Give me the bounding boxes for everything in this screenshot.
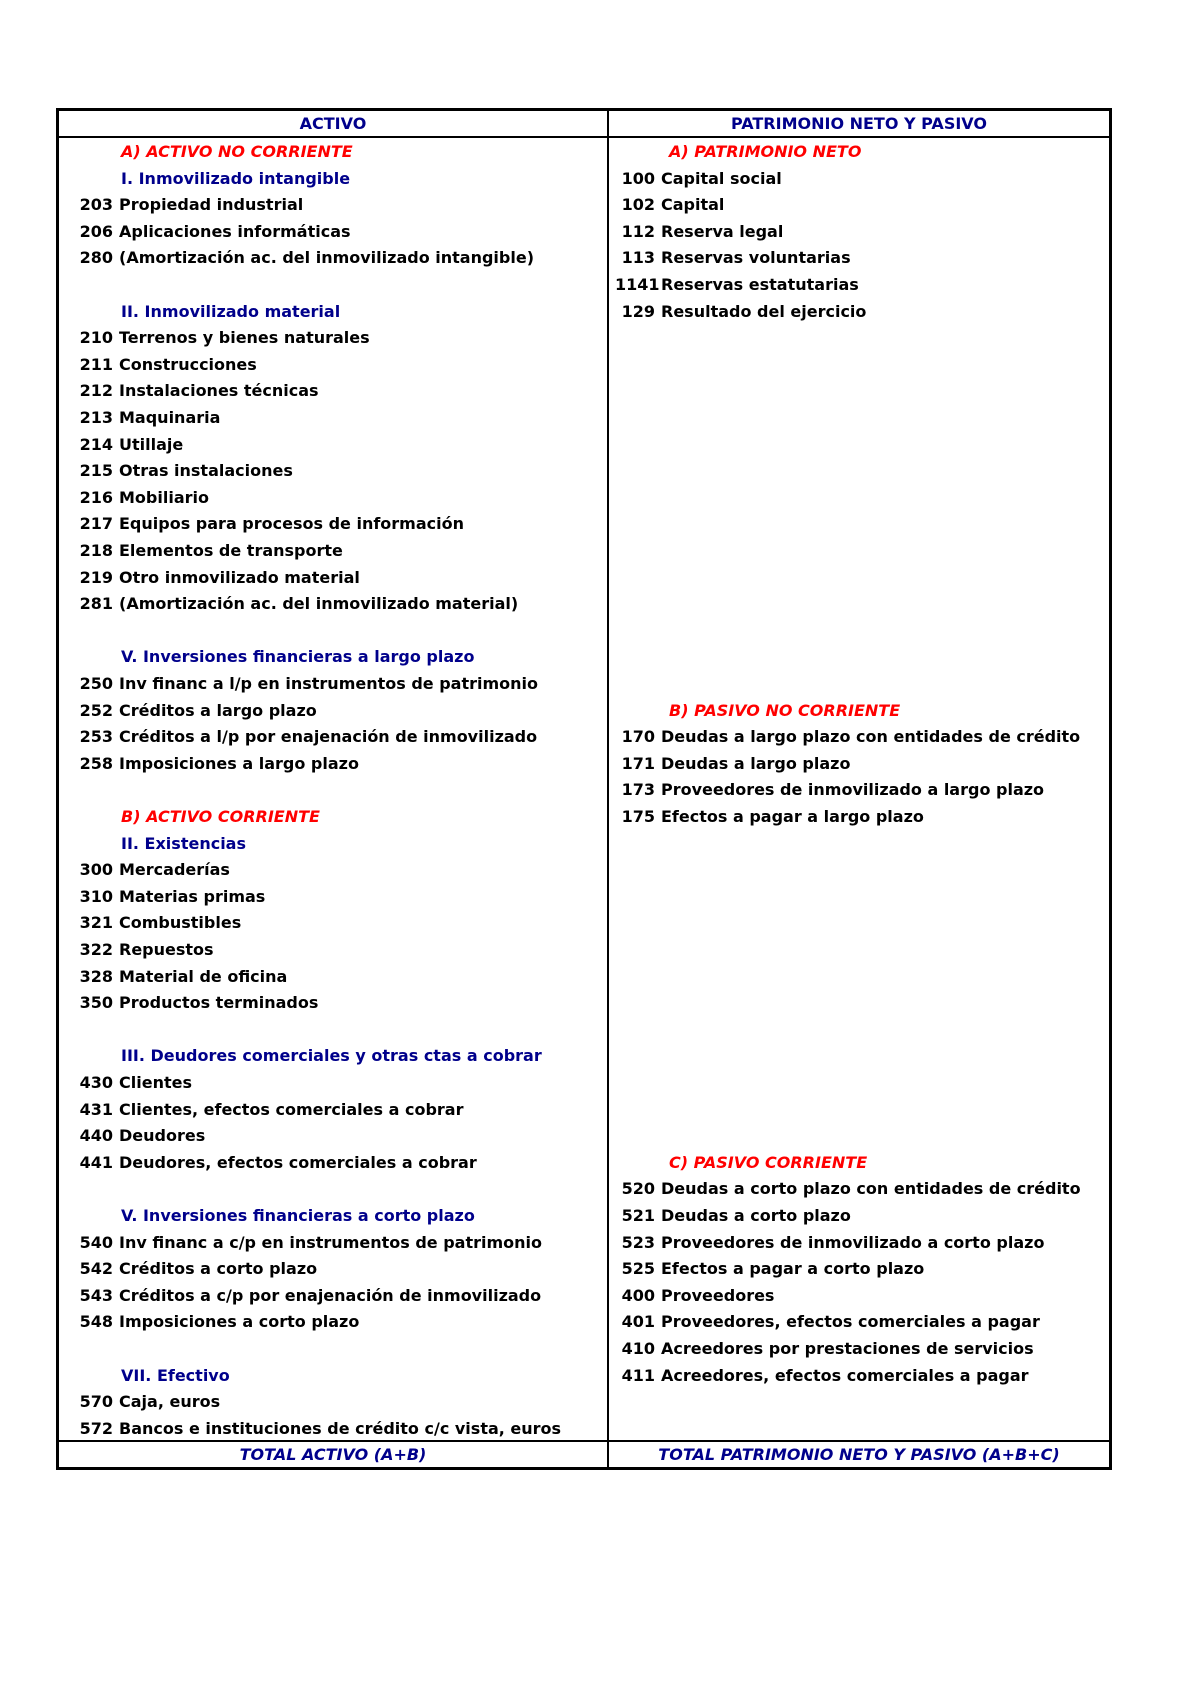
account-name: Reservas voluntarias	[661, 248, 851, 267]
account-row	[77, 724, 537, 750]
group-efectivo: VII. Efectivo	[121, 1366, 230, 1385]
account-name: Capital	[661, 195, 725, 214]
account-name: Mercaderías	[119, 860, 230, 879]
account-name: Otro inmovilizado material	[119, 568, 360, 587]
account-name: Efectos a pagar a corto plazo	[661, 1259, 925, 1278]
account-name: Capital social	[661, 169, 782, 188]
account-name: Repuestos	[119, 940, 214, 959]
section-pasivo-corriente: C) PASIVO CORRIENTE	[669, 1153, 868, 1172]
group-inversiones-cp: V. Inversiones financieras a corto plazo	[121, 1206, 475, 1225]
account-row	[77, 698, 317, 724]
account-code: 281	[79, 594, 113, 613]
account-code: 258	[79, 754, 113, 773]
account-code: 171	[621, 754, 655, 773]
account-name: Materias primas	[119, 887, 266, 906]
account-code: 400	[621, 1286, 655, 1305]
account-code: 543	[79, 1286, 113, 1305]
account-code: 322	[79, 940, 113, 959]
account-code: 441	[79, 1153, 113, 1172]
account-code: 102	[621, 195, 655, 214]
account-name: Mobiliario	[119, 488, 209, 507]
account-row	[77, 565, 360, 591]
account-name: Construcciones	[119, 355, 257, 374]
account-code: 411	[621, 1366, 655, 1385]
account-code: 211	[79, 355, 113, 374]
account-row	[615, 1256, 924, 1282]
account-row	[77, 219, 351, 245]
account-code: 548	[79, 1312, 113, 1331]
account-row	[615, 777, 1044, 803]
account-name: Aplicaciones informáticas	[119, 222, 351, 241]
account-row	[77, 671, 538, 697]
account-code: 213	[79, 408, 113, 427]
account-name: Utillaje	[119, 435, 184, 454]
account-row	[77, 751, 359, 777]
account-name: Créditos a l/p por enajenación de inmovilizado	[119, 727, 538, 746]
account-name: Deudas a corto plazo con entidades de crédito	[661, 1179, 1081, 1198]
account-name: Efectos a pagar a largo plazo	[661, 807, 924, 826]
account-code: 521	[621, 1206, 655, 1225]
account-row	[77, 1256, 317, 1282]
account-code: 253	[79, 727, 113, 746]
account-name: Equipos para procesos de información	[119, 514, 464, 533]
account-code: 280	[79, 248, 113, 267]
account-code: 170	[621, 727, 655, 746]
account-row	[615, 751, 850, 777]
account-row	[615, 804, 924, 830]
account-code: 100	[621, 169, 655, 188]
account-name: Créditos a largo plazo	[119, 701, 317, 720]
account-name: Elementos de transporte	[119, 541, 343, 560]
account-name: Clientes	[119, 1073, 192, 1092]
group-inmovilizado-intangible: I. Inmovilizado intangible	[121, 169, 351, 188]
account-row	[77, 591, 518, 617]
account-row	[77, 378, 319, 404]
account-row	[77, 458, 293, 484]
account-name: Créditos a c/p por enajenación de inmovilizado	[119, 1286, 542, 1305]
account-row	[615, 299, 866, 325]
account-name: Proveedores de inmovilizado a corto plazo	[661, 1233, 1045, 1252]
account-row	[77, 884, 265, 910]
account-row	[77, 245, 534, 271]
account-row	[77, 1309, 359, 1335]
account-row	[77, 1416, 561, 1442]
account-row	[77, 990, 318, 1016]
account-name: Instalaciones técnicas	[119, 381, 319, 400]
account-code: 218	[79, 541, 113, 560]
section-activo-no-corriente: A) ACTIVO NO CORRIENTE	[121, 142, 353, 161]
header-rule	[59, 136, 1109, 138]
account-row	[615, 1283, 774, 1309]
account-name: Deudores	[119, 1126, 206, 1145]
account-row	[77, 192, 303, 218]
account-name: Maquinaria	[119, 408, 221, 427]
account-name: Terrenos y bienes naturales	[119, 328, 370, 347]
account-name: Material de oficina	[119, 967, 288, 986]
account-code: 203	[79, 195, 113, 214]
account-name: Caja, euros	[119, 1392, 221, 1411]
account-row	[615, 1309, 1040, 1335]
account-code: 113	[621, 248, 655, 267]
account-name: Proveedores	[661, 1286, 775, 1305]
account-code: 300	[79, 860, 113, 879]
account-name: Resultado del ejercicio	[661, 302, 867, 321]
account-name: Inv financ a c/p en instrumentos de patrimonio	[119, 1233, 543, 1252]
account-name: Propiedad industrial	[119, 195, 304, 214]
account-name: (Amortización ac. del inmovilizado intangible)	[119, 248, 534, 267]
account-name: Clientes, efectos comerciales a cobrar	[119, 1100, 464, 1119]
account-code: 520	[621, 1179, 655, 1198]
account-name: Productos terminados	[119, 993, 319, 1012]
account-name: Proveedores, efectos comerciales a pagar	[661, 1312, 1040, 1331]
account-code: 525	[621, 1259, 655, 1278]
account-row	[615, 1363, 1029, 1389]
account-code: 440	[79, 1126, 113, 1145]
account-row	[77, 538, 343, 564]
account-row	[77, 1123, 205, 1149]
account-name: Bancos e instituciones de crédito c/c vista, euros	[119, 1419, 562, 1438]
account-code: 410	[621, 1339, 655, 1358]
balance-sheet-table	[56, 108, 1112, 1470]
account-code: 250	[79, 674, 113, 693]
account-row	[77, 511, 464, 537]
account-name: Combustibles	[119, 913, 242, 932]
account-code: 112	[621, 222, 655, 241]
account-name: Deudas a largo plazo con entidades de crédito	[661, 727, 1081, 746]
account-name: Deudas a largo plazo	[661, 754, 851, 773]
account-code: 252	[79, 701, 113, 720]
activo-header: ACTIVO	[299, 114, 367, 133]
account-code: 321	[79, 913, 113, 932]
account-code: 129	[621, 302, 655, 321]
account-row	[615, 219, 783, 245]
account-code: 431	[79, 1100, 113, 1119]
account-row	[615, 245, 851, 271]
group-deudores: III. Deudores comerciales y otras ctas a cobrar	[121, 1046, 542, 1065]
account-code: 215	[79, 461, 113, 480]
group-inversiones-lp: V. Inversiones financieras a largo plazo	[121, 647, 475, 666]
account-name: (Amortización ac. del inmovilizado material)	[119, 594, 519, 613]
account-code: 219	[79, 568, 113, 587]
account-code: 206	[79, 222, 113, 241]
account-code: 328	[79, 967, 113, 986]
account-code: 401	[621, 1312, 655, 1331]
total-pasivo-label: TOTAL PATRIMONIO NETO Y PASIVO (A+B+C)	[658, 1445, 1060, 1464]
account-code: 173	[621, 780, 655, 799]
account-row	[77, 1283, 541, 1309]
account-row	[77, 1230, 542, 1256]
account-row	[77, 352, 257, 378]
account-code: 430	[79, 1073, 113, 1092]
account-row	[77, 1150, 477, 1176]
account-name: Proveedores de inmovilizado a largo plazo	[661, 780, 1045, 799]
total-activo-label: TOTAL ACTIVO (A+B)	[239, 1445, 427, 1464]
account-row	[615, 166, 782, 192]
account-name: Acreedores, efectos comerciales a pagar	[661, 1366, 1029, 1385]
account-row	[77, 1097, 463, 1123]
account-row	[77, 405, 220, 431]
account-code: 523	[621, 1233, 655, 1252]
group-inmovilizado-material: II. Inmovilizado material	[121, 302, 341, 321]
account-code: 210	[79, 328, 113, 347]
account-name: Imposiciones a largo plazo	[119, 754, 359, 773]
account-code: 542	[79, 1259, 113, 1278]
account-row	[77, 325, 370, 351]
account-row	[77, 910, 241, 936]
account-name: Créditos a corto plazo	[119, 1259, 318, 1278]
account-row	[77, 485, 209, 511]
account-code: 216	[79, 488, 113, 507]
account-code: 540	[79, 1233, 113, 1252]
pasivo-header: PATRIMONIO NETO Y PASIVO	[730, 114, 987, 133]
column-divider	[607, 111, 609, 1467]
account-code: 310	[79, 887, 113, 906]
account-name: Otras instalaciones	[119, 461, 293, 480]
account-row	[77, 964, 287, 990]
account-name: Imposiciones a corto plazo	[119, 1312, 360, 1331]
account-row	[77, 1389, 220, 1415]
group-existencias: II. Existencias	[121, 834, 246, 853]
account-code: 350	[79, 993, 113, 1012]
account-row	[615, 1176, 1081, 1202]
account-code: 217	[79, 514, 113, 533]
account-row	[77, 857, 230, 883]
account-code: 1141	[615, 275, 660, 294]
account-row	[615, 1230, 1044, 1256]
account-name: Deudas a corto plazo	[661, 1206, 851, 1225]
account-row	[615, 724, 1080, 750]
section-patrimonio-neto: A) PATRIMONIO NETO	[669, 142, 862, 161]
account-code: 572	[79, 1419, 113, 1438]
account-row	[615, 272, 859, 298]
account-code: 570	[79, 1392, 113, 1411]
account-row	[77, 937, 214, 963]
account-row	[77, 1070, 192, 1096]
account-row	[615, 1336, 1034, 1362]
account-code: 212	[79, 381, 113, 400]
account-row	[615, 192, 724, 218]
account-code: 214	[79, 435, 113, 454]
account-name: Reserva legal	[661, 222, 784, 241]
account-name: Acreedores por prestaciones de servicios	[661, 1339, 1034, 1358]
account-name: Inv financ a l/p en instrumentos de patrimonio	[119, 674, 539, 693]
account-name: Reservas estatutarias	[661, 275, 859, 294]
account-row	[77, 432, 183, 458]
section-pasivo-no-corriente: B) PASIVO NO CORRIENTE	[669, 701, 901, 720]
account-code: 175	[621, 807, 655, 826]
section-activo-corriente: B) ACTIVO CORRIENTE	[121, 807, 320, 826]
account-row	[615, 1203, 851, 1229]
account-name: Deudores, efectos comerciales a cobrar	[119, 1153, 477, 1172]
